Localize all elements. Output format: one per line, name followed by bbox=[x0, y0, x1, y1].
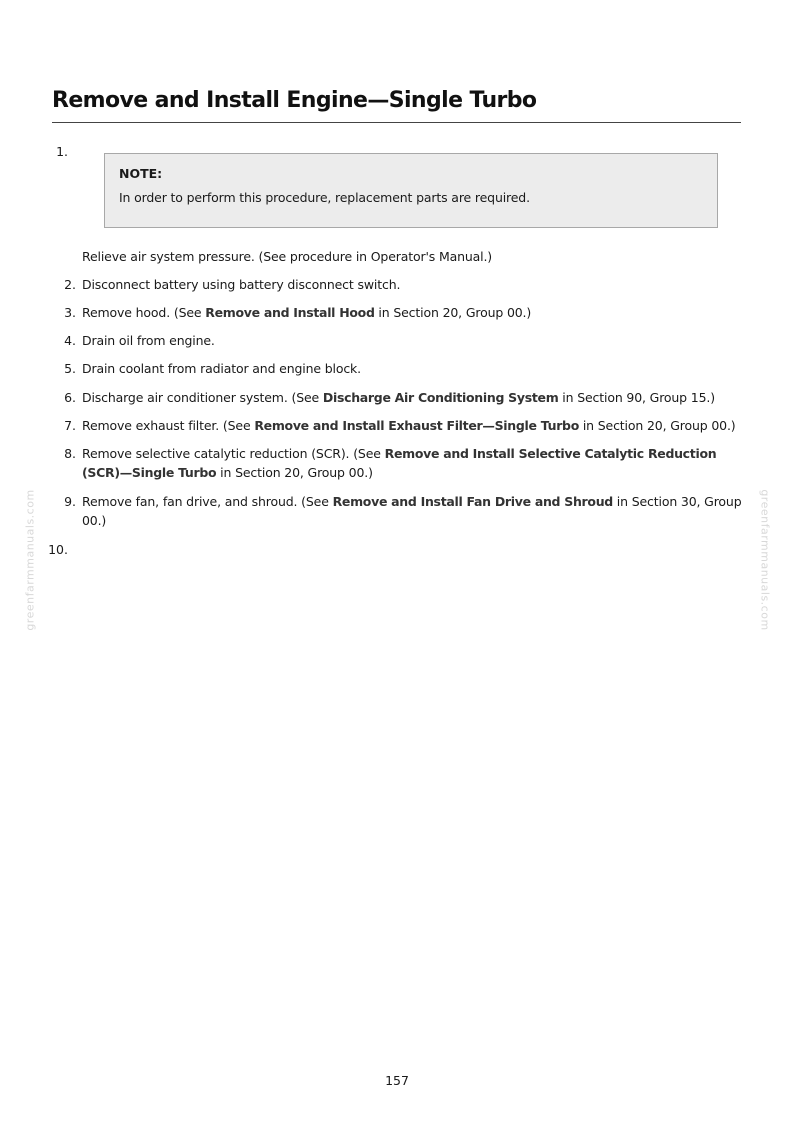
step-number-8: 8. bbox=[64, 446, 76, 461]
step-text-9-post: in Section 30, Group 00.) bbox=[82, 494, 742, 528]
step-text-7 bbox=[82, 416, 744, 435]
page-title: Remove and Install Engine—Single Turbo bbox=[52, 88, 537, 113]
step-text-8-post: in Section 20, Group 00.) bbox=[216, 465, 373, 480]
watermark-right: greenfarmmanuals.com bbox=[758, 489, 772, 631]
step-7-reference-link[interactable]: Remove and Install Exhaust Filter—Single Turbo bbox=[254, 418, 579, 433]
page-number: 157 bbox=[385, 1073, 409, 1088]
step-3-reference-link[interactable]: Remove and Install Hood bbox=[205, 305, 375, 320]
step-8-reference-link[interactable]: Remove and Install Selective Catalytic Reduction (SCR)—Single Turbo bbox=[82, 446, 717, 480]
step-text-4: Drain oil from engine. bbox=[82, 333, 215, 348]
step-9-reference-link[interactable]: Remove and Install Fan Drive and Shroud bbox=[332, 494, 613, 509]
step-number-3: 3. bbox=[64, 305, 76, 320]
step-number-6: 6. bbox=[64, 390, 76, 405]
step-text-8 bbox=[82, 444, 744, 482]
step-text-6 bbox=[82, 388, 744, 407]
step-number-5: 5. bbox=[64, 361, 76, 376]
step-text-6-pre: Discharge air conditioner system. (See bbox=[82, 390, 323, 405]
step-number-9: 9. bbox=[64, 494, 76, 509]
step-6-reference-link[interactable]: Discharge Air Conditioning System bbox=[322, 390, 559, 405]
step-number-2: 2. bbox=[64, 277, 76, 292]
step-text-6-post: in Section 90, Group 15.) bbox=[558, 390, 715, 405]
step-text-2: Disconnect battery using battery disconnect switch. bbox=[82, 277, 401, 292]
step-text-1: Relieve air system pressure. (See procedure in Operator's Manual.) bbox=[82, 249, 493, 264]
step-number-4: 4. bbox=[64, 333, 76, 348]
step-number-1: 1. bbox=[56, 144, 68, 159]
note-text: In order to perform this procedure, replacement parts are required. bbox=[119, 190, 530, 205]
note-label: NOTE: bbox=[119, 166, 163, 181]
step-text-9 bbox=[82, 492, 744, 530]
step-text-3 bbox=[82, 303, 744, 322]
step-text-9-pre: Remove fan, fan drive, and shroud. (See bbox=[82, 494, 333, 509]
step-number-10: 10. bbox=[48, 542, 68, 557]
step-text-3-pre: Remove hood. (See bbox=[82, 305, 206, 320]
step-text-7-post: in Section 20, Group 00.) bbox=[579, 418, 736, 433]
step-text-5: Drain coolant from radiator and engine block. bbox=[82, 361, 361, 376]
title-divider bbox=[52, 122, 741, 123]
watermark-left: greenfarmmanuals.com bbox=[23, 489, 37, 631]
step-number-7: 7. bbox=[64, 418, 76, 433]
note-box bbox=[104, 153, 718, 228]
step-text-3-post: in Section 20, Group 00.) bbox=[374, 305, 532, 320]
step-text-7-pre: Remove exhaust filter. (See bbox=[82, 418, 255, 433]
step-text-8-pre: Remove selective catalytic reduction (SCR). (See bbox=[82, 446, 385, 461]
